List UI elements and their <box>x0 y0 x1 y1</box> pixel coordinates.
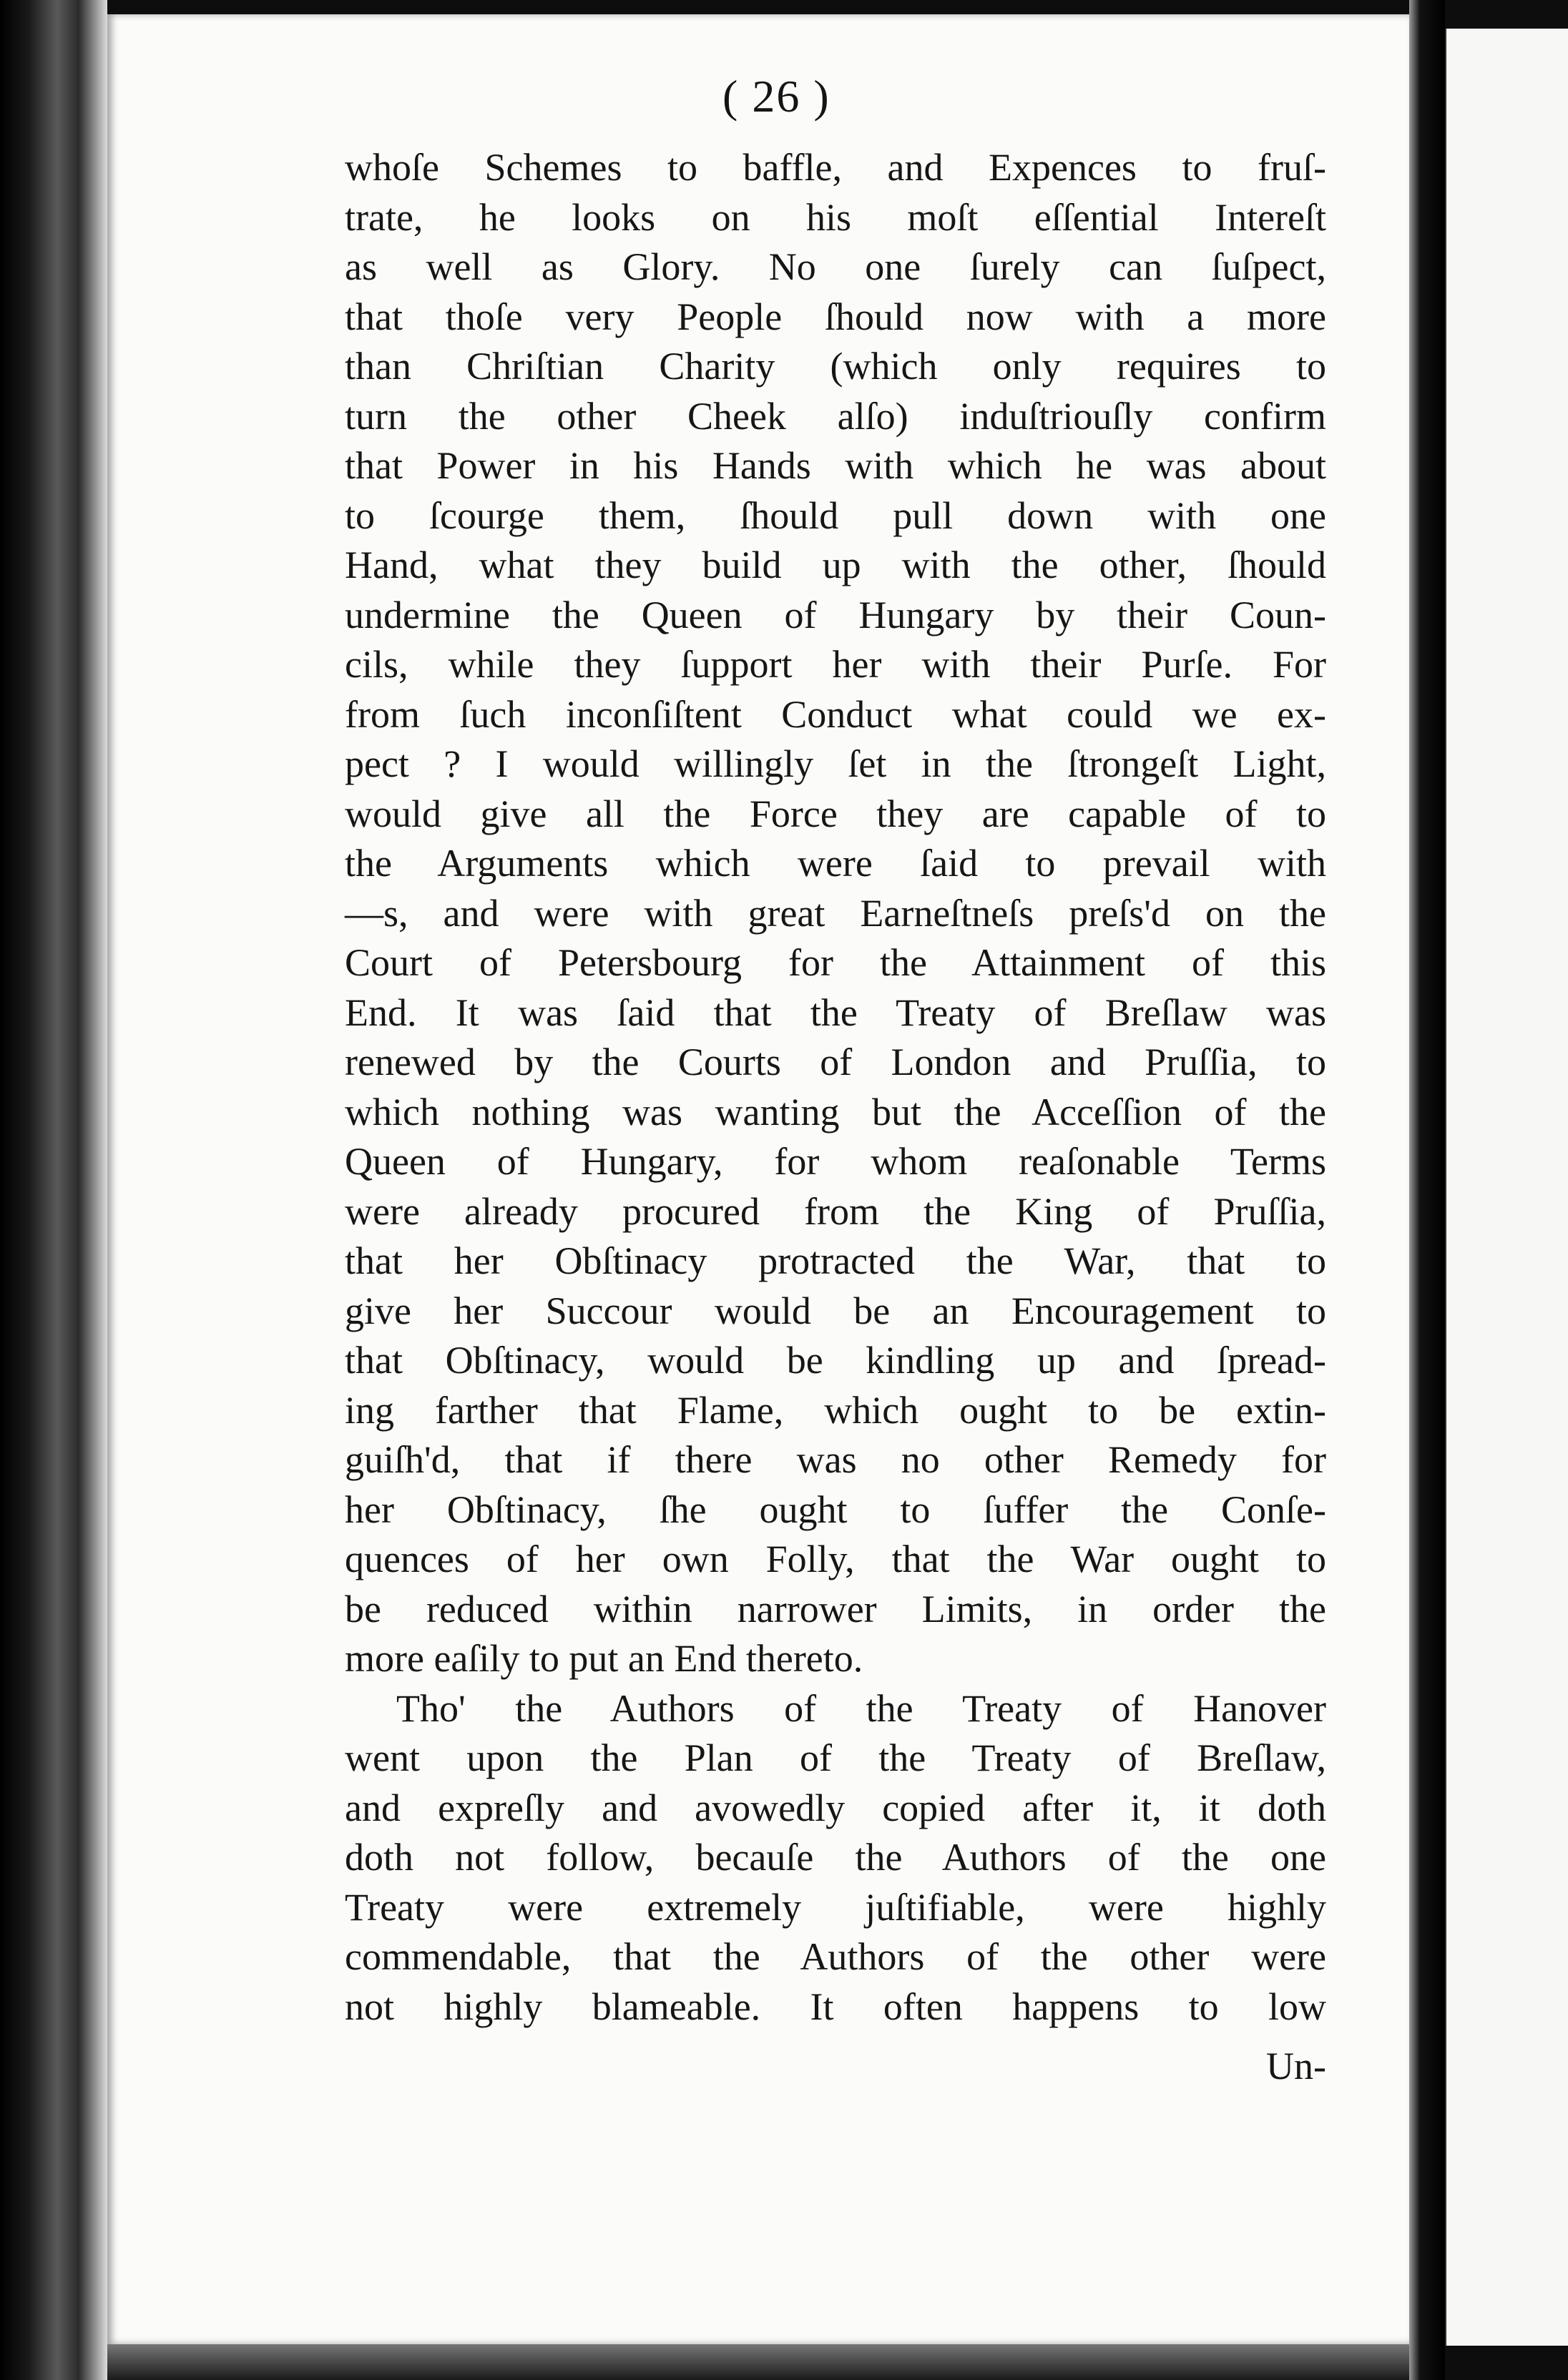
text-line: than Chriſtian Charity (which only requires to <box>345 345 1326 388</box>
text-line: that thoſe very People ſhould now with a more <box>345 295 1326 338</box>
text-line: be reduced within narrower Limits, in order the <box>345 1587 1326 1631</box>
scan-frame-bottom <box>107 2344 1409 2380</box>
text-line: not highly blameable. It often happens to low <box>345 1985 1326 2028</box>
text-line: as well as Glory. No one ſurely can ſuſpect, <box>345 245 1326 288</box>
text-line: from ſuch inconſiſtent Conduct what could we ex- <box>345 692 1326 736</box>
text-line: to ſcourge them, ſhould pull down with one <box>345 493 1326 537</box>
paragraph-end-line: more eaſily to put an End thereto. <box>345 1637 863 1680</box>
facing-page-edge <box>1445 29 1568 2346</box>
text-line: Treaty were extremely juſtifiable, were highly <box>345 1885 1326 1929</box>
text-line: turn the other Cheek alſo) induſtriouſly confirm <box>345 394 1326 438</box>
paragraph-start-line: Tho' the Authors of the Treaty of Hanover <box>396 1686 1326 1730</box>
text-line: pect ? I would willingly ſet in the ſtrongeſt Light, <box>345 742 1326 785</box>
text-line: quences of her own Folly, that the War ought to <box>345 1538 1326 1580</box>
text-line: renewed by the Courts of London and Pruſſia, to <box>345 1041 1326 1083</box>
text-line: her Obſtinacy, ſhe ought to ſuffer the Conſe- <box>345 1488 1326 1531</box>
text-line: went upon the Plan of the Treaty of Breſlaw, <box>345 1736 1326 1779</box>
catchword: Un- <box>1266 2045 1326 2088</box>
text-line: that Obſtinacy, would be kindling up and ſpread- <box>345 1339 1326 1382</box>
text-line: whoſe Schemes to baffle, and Expences to fruſ- <box>345 146 1326 189</box>
text-line: End. It was ſaid that the Treaty of Breſlaw was <box>345 990 1326 1034</box>
body-text <box>345 143 1326 2092</box>
text-line: which nothing was wanting but the Acceſſion of the <box>345 1090 1326 1134</box>
text-line: Queen of Hungary, for whom reaſonable Terms <box>345 1140 1326 1183</box>
text-line: cils, while they ſupport her with their Purſe. For <box>345 643 1326 686</box>
book-gutter <box>1409 0 1445 2380</box>
text-line: that her Obſtinacy protracted the War, that to <box>345 1239 1326 1282</box>
text-line: Court of Petersbourg for the Attainment of this <box>345 941 1326 984</box>
text-line: that Power in his Hands with which he was about <box>345 444 1326 487</box>
text-line: guiſh'd, that if there was no other Remedy for <box>345 1438 1326 1481</box>
text-line: and expreſly and avowedly copied after it, it doth <box>345 1786 1326 1829</box>
text-line: Hand, what they build up with the other, ſhould <box>345 544 1326 586</box>
text-line: would give all the Force they are capable of to <box>345 792 1326 835</box>
text-line: commendable, that the Authors of the other were <box>345 1935 1326 1978</box>
text-line: doth not follow, becauſe the Authors of the one <box>345 1836 1326 1879</box>
text-line: were already procured from the King of Pruſſia, <box>345 1189 1326 1233</box>
text-line: the Arguments which were ſaid to prevail with <box>345 842 1326 885</box>
text-line: ing farther that Flame, which ought to be extin- <box>345 1388 1326 1432</box>
text-line: give her Succour would be an Encouragement to <box>345 1289 1326 1332</box>
page-number: ( 26 ) <box>722 71 830 122</box>
text-line: undermine the Queen of Hungary by their Coun- <box>345 593 1326 636</box>
text-line: trate, he looks on his moſt eſſential Intereſt <box>345 195 1326 239</box>
text-line: —s, and were with great Earneſtneſs preſs'd on the <box>345 891 1326 935</box>
scan-frame-left <box>0 0 107 2380</box>
